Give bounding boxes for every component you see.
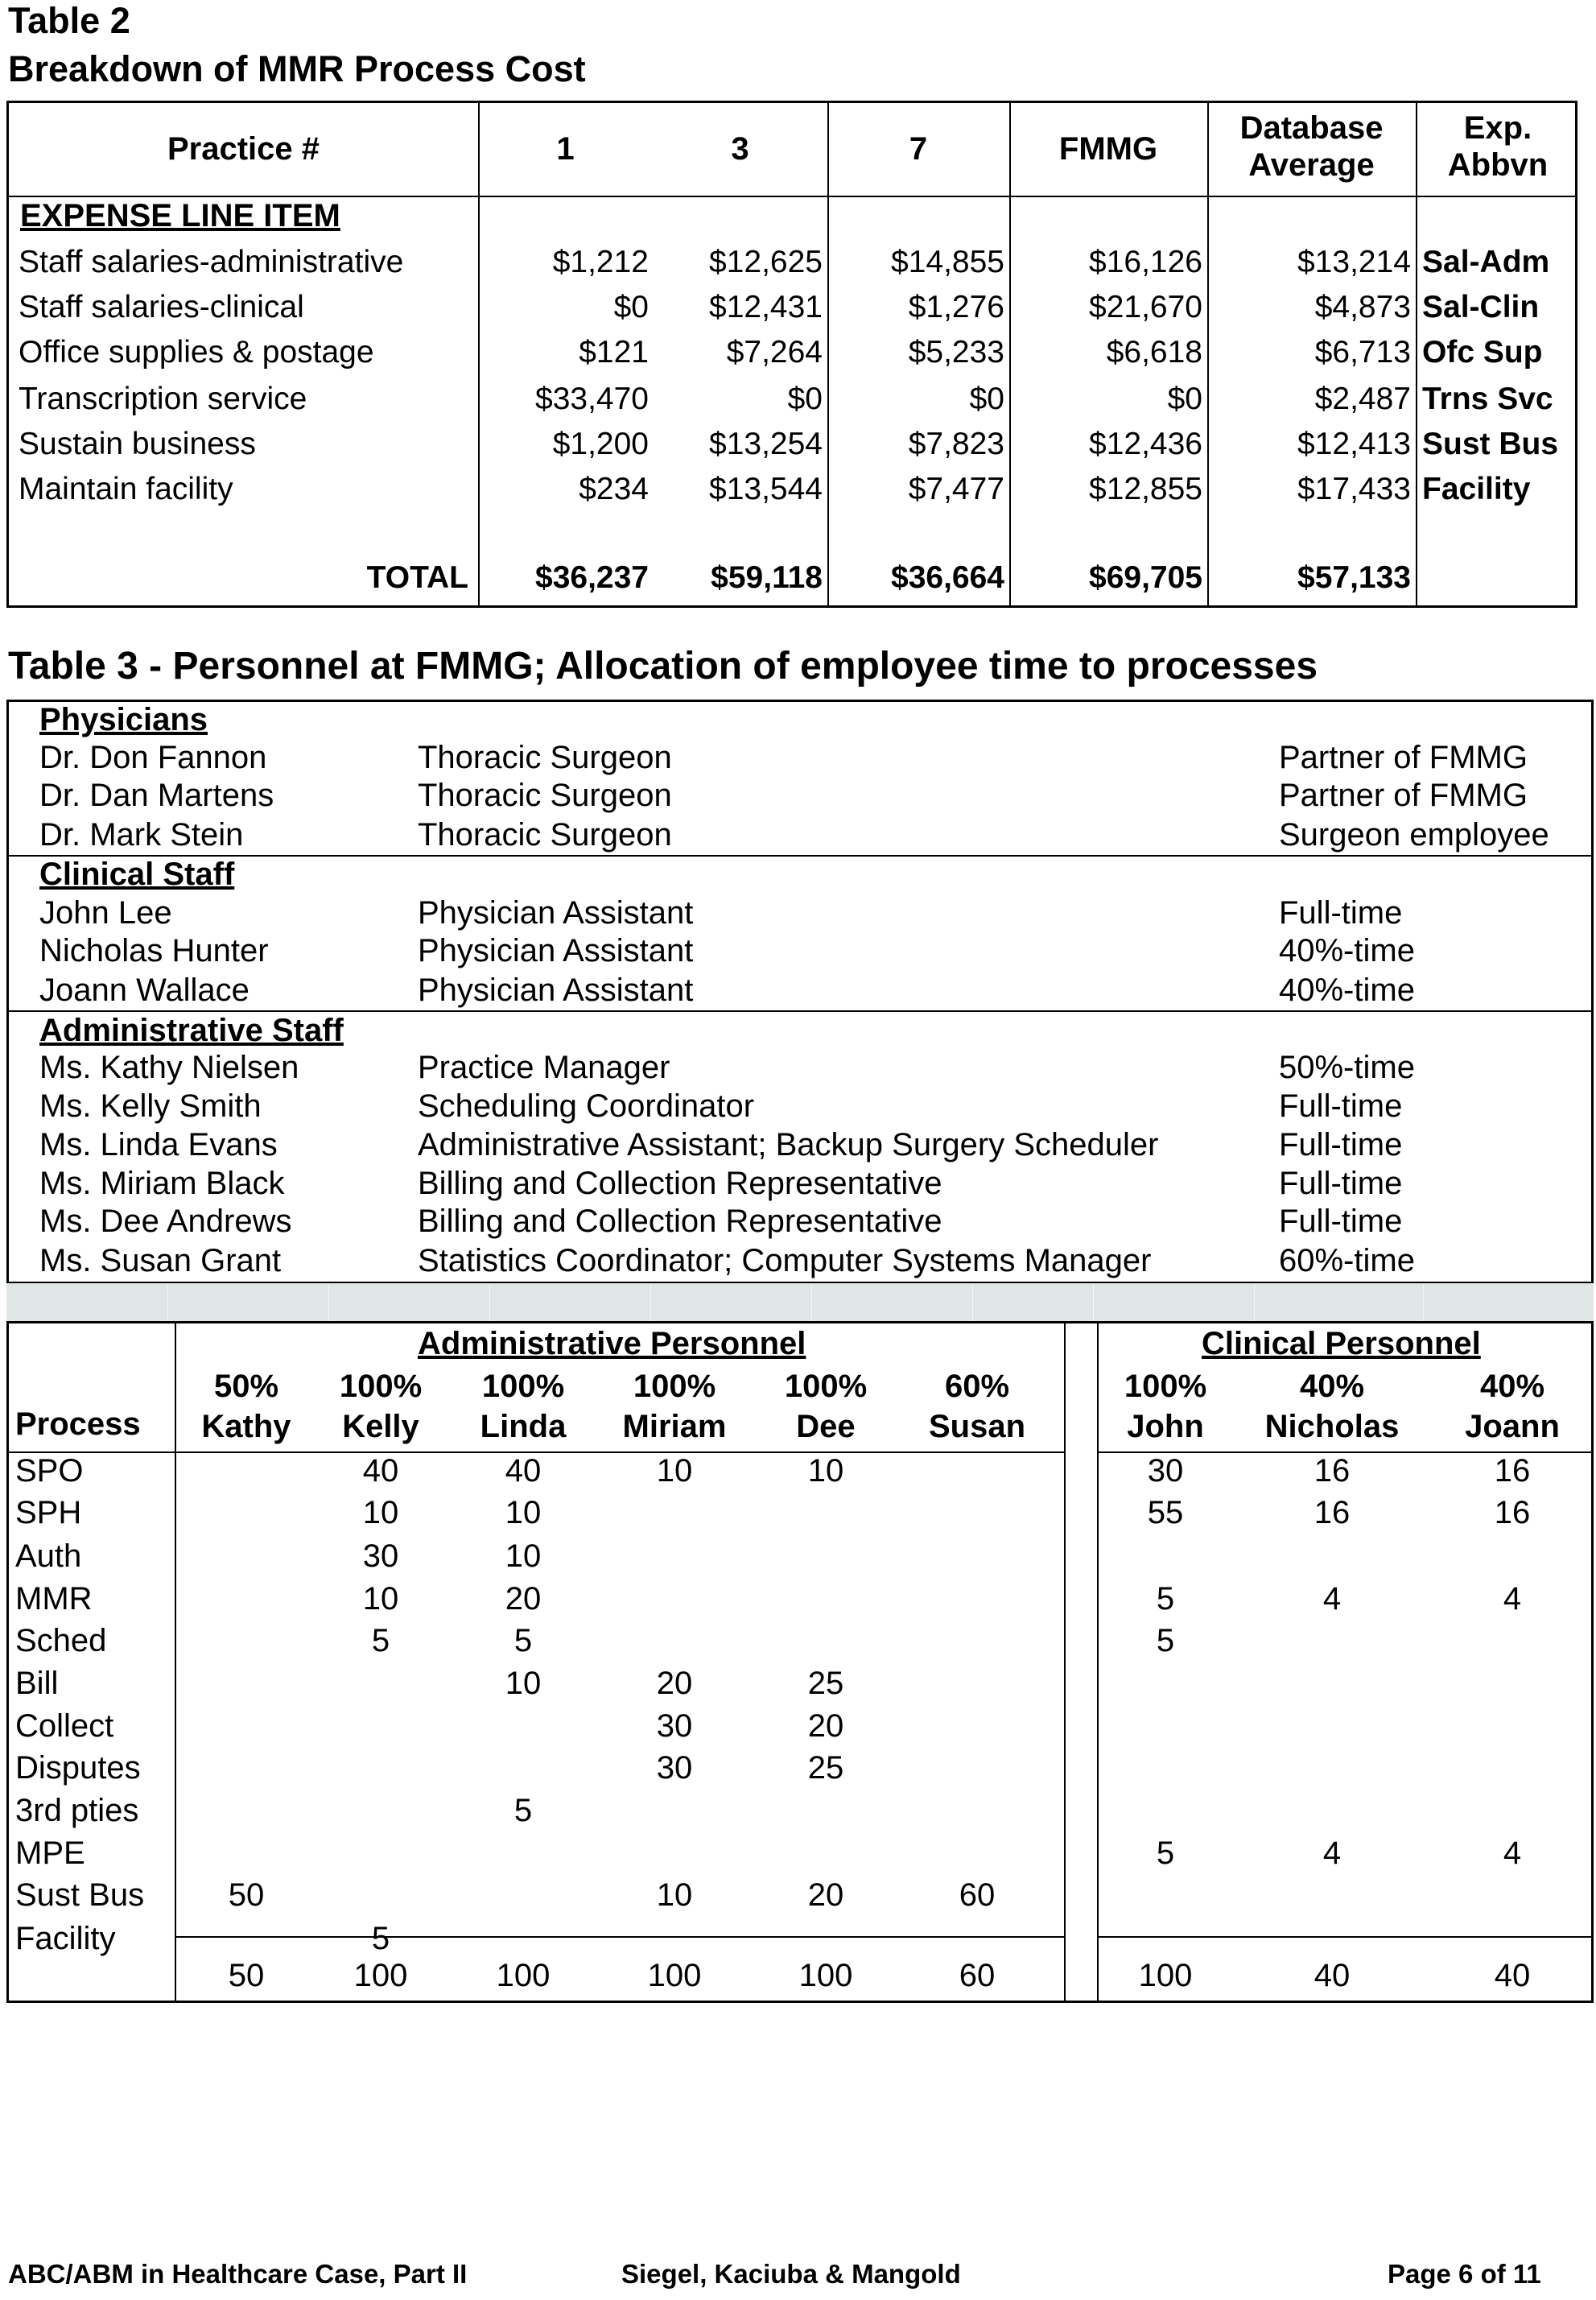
allocation-cell: 10 (656, 1877, 693, 1913)
person-role: Scheduling Coordinator (418, 1088, 755, 1124)
row-item: Sustain business (19, 427, 256, 461)
cell-avg: $12,413 (1297, 427, 1411, 461)
person-name: Nicholas Hunter (39, 933, 269, 968)
allocation-cell: 20 (807, 1708, 844, 1744)
cell-p3: $7,264 (726, 335, 823, 370)
process-name: Sust Bus (15, 1877, 145, 1913)
cell-p7: $14,855 (891, 245, 1004, 279)
person-name: John Lee (39, 895, 172, 931)
cell-p3: $0 (787, 382, 823, 416)
row-item: Maintain facility (19, 472, 233, 506)
allocation-cell: 20 (505, 1581, 542, 1617)
allocation-cell: 16 (1314, 1495, 1351, 1530)
column-header-susan (909, 1366, 1045, 1447)
allocation-total-cell: 40 (1314, 1958, 1351, 1993)
process-name: MPE (15, 1835, 85, 1871)
person-status: Partner of FMMG (1279, 740, 1528, 775)
column-name: Nicholas (1264, 1409, 1400, 1444)
process-name: Collect (15, 1708, 114, 1744)
column-pct: 60% (944, 1369, 1010, 1404)
column-header-kathy (178, 1366, 315, 1447)
cell-p7: $0 (969, 382, 1004, 416)
footer-authors: Siegel, Kaciuba & Mangold (621, 2259, 961, 2289)
cell-fmmg: $12,436 (1089, 427, 1202, 461)
cell-p1: $1,200 (552, 427, 649, 461)
cell-abbr: Sust Bus (1422, 427, 1559, 461)
person-role: Thoracic Surgeon (418, 778, 672, 813)
cell-p3: $13,254 (709, 427, 823, 461)
cell-avg: $13,214 (1297, 245, 1411, 279)
process-name: Disputes (15, 1750, 141, 1786)
person-name: Ms. Miriam Black (39, 1166, 285, 1201)
person-role: Physician Assistant (418, 972, 694, 1008)
person-name: Ms. Susan Grant (39, 1243, 282, 1278)
cell-p1: $33,470 (535, 382, 649, 416)
person-name: Ms. Kathy Nielsen (39, 1050, 299, 1085)
allocation-cell: 5 (371, 1623, 390, 1658)
footer-page-number: Page 6 of 11 (1388, 2259, 1541, 2289)
cell-abbr: Sal-Clin (1422, 290, 1540, 324)
allocation-total-cell: 40 (1494, 1958, 1531, 1993)
person-role: Thoracic Surgeon (418, 740, 672, 775)
cell-abbr: Facility (1422, 472, 1531, 506)
person-name: Ms. Kelly Smith (39, 1088, 262, 1124)
person-name: Dr. Mark Stein (39, 817, 244, 853)
allocation-cell: 4 (1503, 1581, 1522, 1617)
process-name: 3rd pties (15, 1793, 139, 1828)
process-name: MMR (15, 1581, 93, 1617)
total-p7: $36,664 (891, 560, 1004, 595)
header-fmmg: FMMG (1058, 131, 1158, 167)
allocation-cell: 20 (807, 1877, 844, 1913)
admin-personnel-heading: Administrative Personnel (418, 1326, 806, 1361)
header-exp-abbvn-line2: Abbvn (1447, 147, 1549, 183)
allocation-cell: 4 (1503, 1835, 1522, 1871)
total-p1: $36,237 (535, 560, 649, 595)
person-status: 40%-time (1279, 933, 1415, 968)
separator-band (6, 1282, 1594, 1323)
cell-fmmg: $0 (1167, 382, 1202, 416)
column-header-dee (757, 1366, 894, 1447)
allocation-cell: 30 (362, 1538, 399, 1574)
allocation-cell: 5 (1156, 1623, 1175, 1658)
column-pct: 100% (481, 1369, 565, 1404)
cell-avg: $2,487 (1314, 382, 1411, 416)
row-item: Staff salaries-clinical (19, 290, 304, 324)
allocation-total-cell: 100 (798, 1958, 853, 1993)
header-exp-abbvn-line1: Exp. (1463, 110, 1532, 146)
allocation-cell: 20 (656, 1666, 693, 1701)
allocation-cell: 10 (362, 1581, 399, 1617)
cell-p3: $13,544 (709, 472, 823, 506)
person-name: Dr. Dan Martens (39, 778, 274, 813)
total-fmmg: $69,705 (1089, 560, 1202, 595)
allocation-cell: 10 (656, 1453, 693, 1489)
person-name: Ms. Linda Evans (39, 1127, 278, 1162)
column-header-nicholas (1264, 1366, 1400, 1447)
column-pct: 40% (1479, 1369, 1545, 1404)
allocation-cell: 30 (656, 1708, 693, 1744)
cell-p3: $12,431 (709, 290, 823, 324)
person-name: Dr. Don Fannon (39, 740, 267, 775)
cell-fmmg: $16,126 (1089, 245, 1202, 279)
person-status: Full-time (1279, 1088, 1403, 1124)
allocation-cell: 4 (1322, 1835, 1342, 1871)
allocation-cell: 5 (371, 1921, 390, 1956)
cell-avg: $4,873 (1314, 290, 1411, 324)
row-item: Transcription service (19, 382, 307, 416)
cell-avg: $6,713 (1314, 335, 1411, 370)
row-item: Office supplies & postage (19, 335, 374, 370)
allocation-cell: 25 (807, 1750, 844, 1786)
allocation-table (6, 1323, 1594, 2003)
group-physicians: Physicians (39, 702, 208, 737)
column-header-linda (455, 1366, 592, 1447)
cell-abbr: Ofc Sup (1422, 335, 1543, 370)
allocation-cell: 10 (807, 1453, 844, 1489)
row-item: Staff salaries-administrative (19, 245, 404, 279)
person-role: Billing and Collection Representative (418, 1204, 942, 1239)
allocation-cell: 5 (1156, 1581, 1175, 1617)
section-expense-line-item: EXPENSE LINE ITEM (20, 198, 340, 233)
cell-p7: $5,233 (908, 335, 1004, 370)
clinical-personnel-heading: Clinical Personnel (1202, 1326, 1481, 1361)
allocation-cell: 40 (505, 1453, 542, 1489)
person-role: Administrative Assistant; Backup Surgery Scheduler (418, 1127, 1159, 1162)
cell-avg: $17,433 (1297, 472, 1411, 506)
cell-p1: $234 (579, 472, 649, 506)
process-name: SPH (15, 1495, 82, 1530)
process-name: Sched (15, 1623, 107, 1658)
column-name: Joann (1465, 1409, 1560, 1444)
column-pct: 100% (339, 1369, 423, 1404)
column-pct: 40% (1299, 1369, 1365, 1404)
group-administrative-staff: Administrative Staff (39, 1013, 344, 1048)
column-header-john (1097, 1366, 1234, 1447)
allocation-cell: 10 (505, 1495, 542, 1530)
person-status: Surgeon employee (1279, 817, 1549, 853)
allocation-cell: 5 (513, 1623, 533, 1658)
group-clinical-staff: Clinical Staff (39, 857, 235, 892)
column-name: Susan (928, 1409, 1026, 1444)
footer-case-title: ABC/ABM in Healthcare Case, Part II (8, 2259, 468, 2289)
cell-fmmg: $21,670 (1089, 290, 1202, 324)
allocation-cell: 50 (228, 1877, 265, 1913)
header-practice-3: 3 (731, 131, 749, 167)
cell-p1: $121 (579, 335, 649, 370)
cell-p7: $7,823 (908, 427, 1004, 461)
allocation-cell: 60 (959, 1877, 996, 1913)
table2-title: Breakdown of MMR Process Cost (8, 48, 586, 89)
column-name: Dee (796, 1409, 856, 1444)
allocation-total-cell: 100 (496, 1958, 551, 1993)
column-name: John (1127, 1409, 1204, 1444)
process-name: SPO (15, 1453, 84, 1489)
cell-abbr: Trns Svc (1422, 382, 1553, 416)
column-pct: 100% (633, 1369, 716, 1404)
person-status: 40%-time (1279, 972, 1415, 1008)
allocation-total-cell: 100 (353, 1958, 408, 1993)
total-p3: $59,118 (711, 560, 823, 595)
process-name: Auth (15, 1538, 82, 1574)
allocation-cell: 16 (1314, 1453, 1351, 1489)
allocation-total-cell: 100 (1138, 1958, 1193, 1993)
table2-label: Table 2 (8, 0, 130, 41)
table3-title: Table 3 - Personnel at FMMG; Allocation of employee time to processes (8, 645, 1318, 688)
process-column-header: Process (15, 1406, 141, 1442)
allocation-cell: 30 (1147, 1453, 1184, 1489)
person-status: Full-time (1279, 895, 1403, 931)
header-practice-7: 7 (909, 131, 928, 167)
person-name: Joann Wallace (39, 972, 250, 1008)
column-name: Miriam (622, 1409, 727, 1444)
person-role: Billing and Collection Representative (418, 1166, 942, 1201)
header-practice: Practice # (167, 131, 320, 167)
person-status: Partner of FMMG (1279, 778, 1528, 813)
allocation-cell: 25 (807, 1666, 844, 1701)
person-status: Full-time (1279, 1127, 1403, 1162)
column-header-joann (1444, 1366, 1581, 1447)
person-role: Physician Assistant (418, 933, 694, 968)
allocation-cell: 5 (513, 1793, 533, 1828)
allocation-cell: 55 (1147, 1495, 1184, 1530)
column-pct: 100% (1124, 1369, 1207, 1404)
allocation-cell: 5 (1156, 1835, 1175, 1871)
allocation-cell: 16 (1494, 1453, 1531, 1489)
column-name: Kathy (201, 1409, 291, 1444)
allocation-cell: 16 (1494, 1495, 1531, 1530)
process-name: Facility (15, 1921, 116, 1956)
cell-fmmg: $12,855 (1089, 472, 1202, 506)
allocation-cell: 10 (362, 1495, 399, 1530)
allocation-total-cell: 100 (647, 1958, 702, 1993)
cell-p1: $0 (613, 290, 649, 324)
cell-abbr: Sal-Adm (1422, 245, 1550, 279)
total-avg: $57,133 (1297, 560, 1411, 595)
cell-fmmg: $6,618 (1106, 335, 1202, 370)
allocation-cell: 4 (1322, 1581, 1342, 1617)
personnel-list (6, 700, 1594, 1284)
cell-p1: $1,212 (552, 245, 649, 279)
person-role: Practice Manager (418, 1050, 670, 1085)
cell-p3: $12,625 (709, 245, 823, 279)
person-status: Full-time (1279, 1204, 1403, 1239)
allocation-cell: 30 (656, 1750, 693, 1786)
cell-p7: $1,276 (908, 290, 1004, 324)
total-label: TOTAL (366, 560, 468, 595)
allocation-cell: 10 (505, 1538, 542, 1574)
column-pct: 100% (784, 1369, 868, 1404)
person-role: Statistics Coordinator; Computer Systems Manager (418, 1243, 1152, 1278)
allocation-cell: 10 (505, 1666, 542, 1701)
person-role: Thoracic Surgeon (418, 817, 672, 853)
person-status: Full-time (1279, 1166, 1403, 1201)
column-name: Kelly (342, 1409, 419, 1444)
process-name: Bill (15, 1666, 59, 1701)
cell-p7: $7,477 (908, 472, 1004, 506)
header-practice-1: 1 (556, 131, 575, 167)
person-status: 50%-time (1279, 1050, 1415, 1085)
person-status: 60%-time (1279, 1243, 1415, 1278)
person-name: Ms. Dee Andrews (39, 1204, 292, 1239)
column-header-miriam (606, 1366, 743, 1447)
allocation-cell: 40 (362, 1453, 399, 1489)
column-header-kelly (312, 1366, 449, 1447)
person-role: Physician Assistant (418, 895, 694, 931)
allocation-total-cell: 50 (228, 1958, 265, 1993)
column-pct: 50% (213, 1369, 279, 1404)
header-database-average-line1: Database (1239, 110, 1384, 146)
column-name: Linda (480, 1409, 567, 1444)
allocation-total-cell: 60 (959, 1958, 996, 1993)
header-database-average-line2: Average (1248, 147, 1375, 183)
table2-cost-breakdown (6, 101, 1577, 608)
